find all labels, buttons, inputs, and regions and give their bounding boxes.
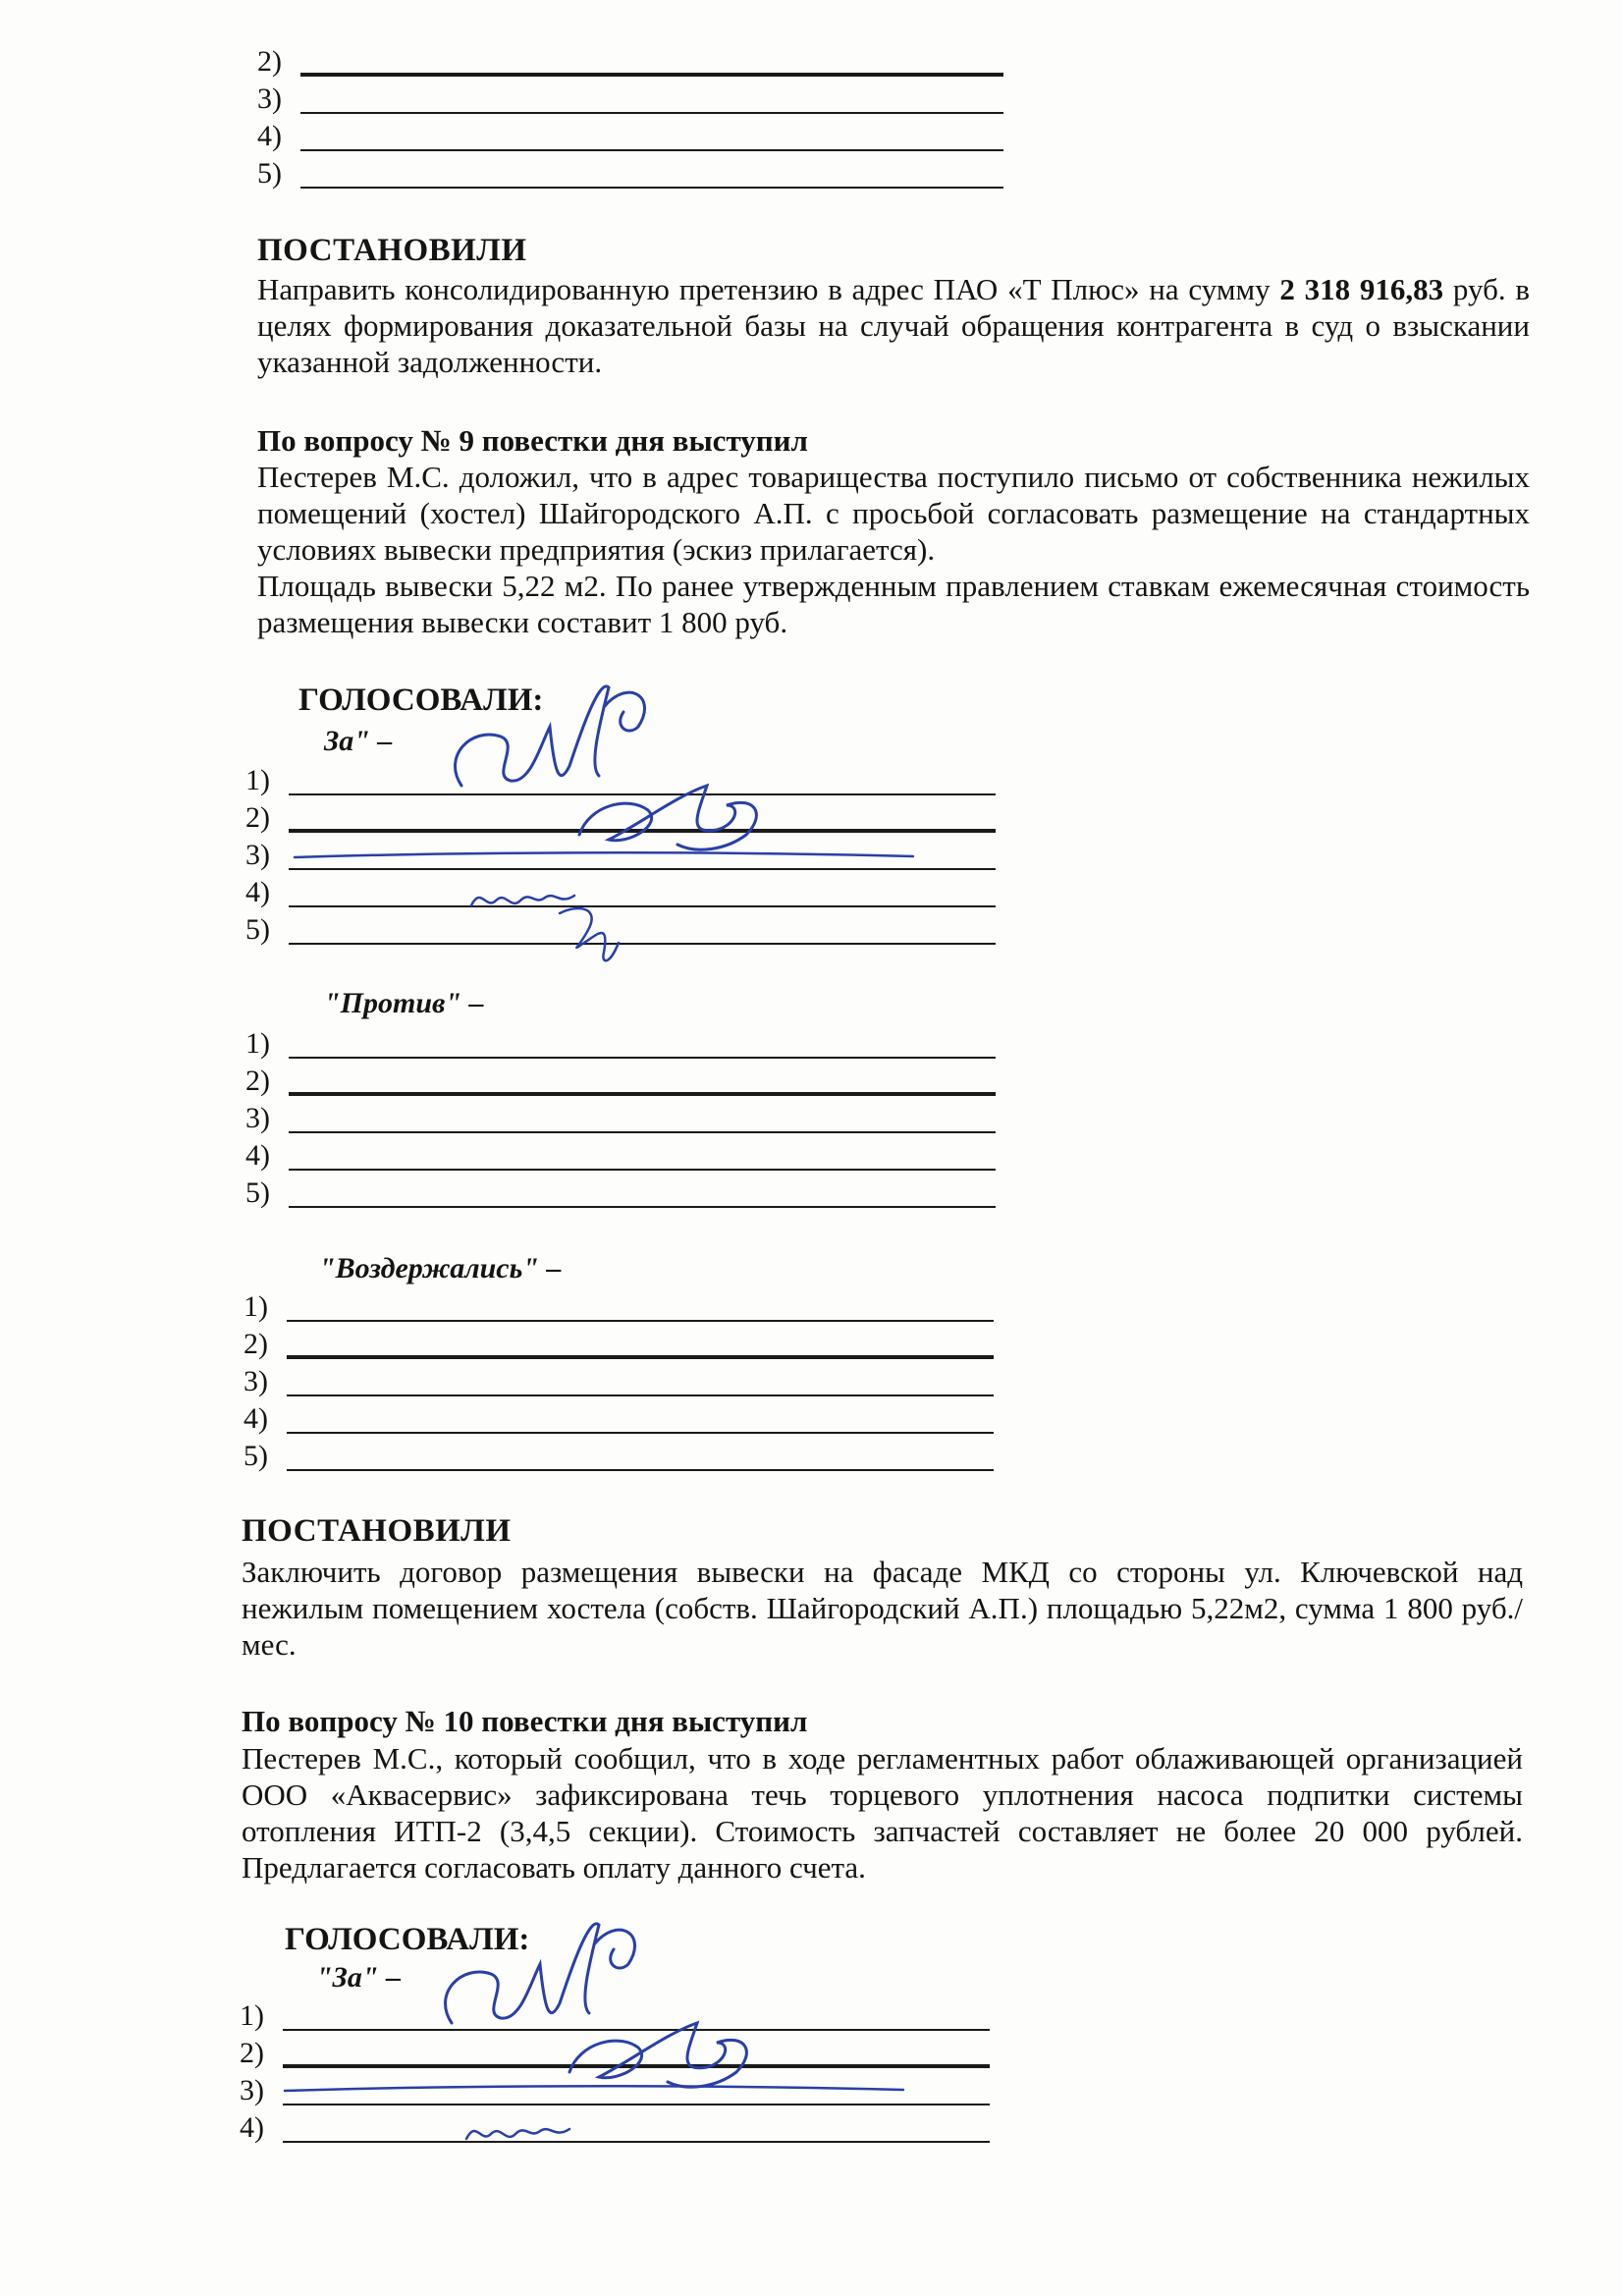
signature-line (283, 2141, 990, 2143)
vote-for-label: "За" – (316, 1961, 402, 1994)
list-number: 2) (240, 2037, 264, 2069)
list-item (257, 118, 1003, 155)
list-number: 2) (243, 1328, 268, 1360)
list-number: 3) (257, 82, 282, 115)
signature-line (300, 112, 1003, 114)
signature-line (289, 905, 996, 907)
list-item (243, 1288, 995, 1326)
question-9-body (257, 459, 1530, 640)
list-item (245, 1175, 997, 1212)
signature-line (300, 149, 1003, 151)
list-number: 1) (240, 1999, 264, 2032)
list-number: 3) (240, 2074, 264, 2106)
list-number: 4) (240, 2111, 264, 2144)
question-9-paragraph: Площадь вывески 5,22 м2. По ранее утвержденным правлением ставкам ежемесячная стоимость размещения вывески составит 1 800 руб. (257, 569, 1530, 639)
handwritten-signature (280, 2076, 908, 2110)
list-number: 1) (245, 764, 270, 796)
list-item (257, 155, 1003, 192)
list-item (245, 1063, 997, 1100)
list-number: 3) (245, 1102, 270, 1134)
signature-line (287, 1394, 994, 1396)
list-number: 5) (257, 157, 282, 190)
list-item (257, 43, 1003, 81)
list-number: 1) (245, 1027, 270, 1060)
signature-line (300, 73, 1003, 77)
resolution-heading: ПОСТАНОВИЛИ (257, 233, 527, 268)
list-number: 4) (257, 120, 282, 152)
resolution-text (257, 271, 1530, 380)
list-number: 5) (245, 913, 270, 946)
list-item (243, 1400, 995, 1438)
list-number: 2) (257, 45, 282, 78)
signature-line (287, 1469, 994, 1471)
vote-heading: ГОЛОСОВАЛИ: (298, 683, 544, 718)
question-10-body: Пестерев М.С., который сообщил, что в ходе регламентных работ облаживающей организацией ООО «Аквасервис» зафиксирована течь торцевого уплотнения насоса подпитки системы отопления ИТП-2 (3,4,5 секции). Стоимость запчастей составляет не более 20 000 рублей. Предлагается согласовать оплату данного счета. (242, 1741, 1523, 1885)
resolution-text-part: Направить консолидированную претензию в адрес ПАО «Т Плюс» на сумму (257, 272, 1280, 306)
vote-abstain-label: "Воздержались" – (319, 1252, 562, 1285)
claim-amount: 2 318 916,83 (1279, 272, 1444, 306)
list-item (257, 81, 1003, 118)
signature-line (289, 943, 996, 945)
signature-line (289, 1092, 996, 1096)
list-number: 4) (245, 1139, 270, 1172)
handwritten-signature (290, 843, 918, 877)
resolution-text-part: руб. в целях формирования доказательной базы на случай обращения контрагента в суд о взыскании указанной задолженности. (257, 272, 1531, 379)
list-number: 3) (245, 839, 270, 871)
list-number: 5) (243, 1440, 268, 1472)
list-item (243, 1363, 995, 1400)
list-number: 5) (245, 1176, 270, 1209)
signature-line (287, 1355, 994, 1359)
signature-line (289, 1131, 996, 1133)
signature-line (289, 1169, 996, 1171)
list-number: 4) (245, 876, 270, 908)
list-item (245, 1137, 997, 1175)
list-item (243, 1438, 995, 1475)
question-9-paragraph: Пестерев М.С. доложил, что в адрес товарищества поступило письмо от собственника нежилых помещений (хостел) Шайгородского А.П. с просьбой согласовать размещение на стандартных условиях вывески предприятия (эскиз прилагается). (257, 460, 1530, 567)
vote-heading: ГОЛОСОВАЛИ: (285, 1922, 530, 1957)
list-number: 3) (243, 1365, 268, 1397)
signature-line (287, 1432, 994, 1434)
list-item (243, 1326, 995, 1363)
list-number: 2) (245, 801, 270, 834)
handwritten-signature (550, 894, 638, 977)
list-item (245, 1100, 997, 1137)
list-number: 4) (243, 1402, 268, 1435)
signature-line (289, 1057, 996, 1059)
signature-line (287, 1320, 994, 1322)
question-9-heading: По вопросу № 9 повестки дня выступил (257, 423, 808, 458)
list-item (245, 1025, 997, 1063)
question-10-heading: По вопросу № 10 повестки дня выступил (242, 1704, 808, 1738)
list-number: 2) (245, 1065, 270, 1097)
signature-line (300, 187, 1003, 189)
resolution-text: Заключить договор размещения вывески на фасаде МКД со стороны ул. Ключевской над нежилым помещением хостела (собств. Шайгородский А.П.) площадью 5,22м2, сумма 1 800 руб./мес. (242, 1555, 1523, 1662)
handwritten-signature (457, 2109, 584, 2163)
vote-for-label: За" – (324, 725, 393, 757)
resolution-heading: ПОСТАНОВИЛИ (242, 1513, 512, 1549)
vote-against-label: "Против" – (324, 987, 484, 1019)
list-number: 1) (243, 1290, 268, 1323)
signature-line (289, 1206, 996, 1208)
